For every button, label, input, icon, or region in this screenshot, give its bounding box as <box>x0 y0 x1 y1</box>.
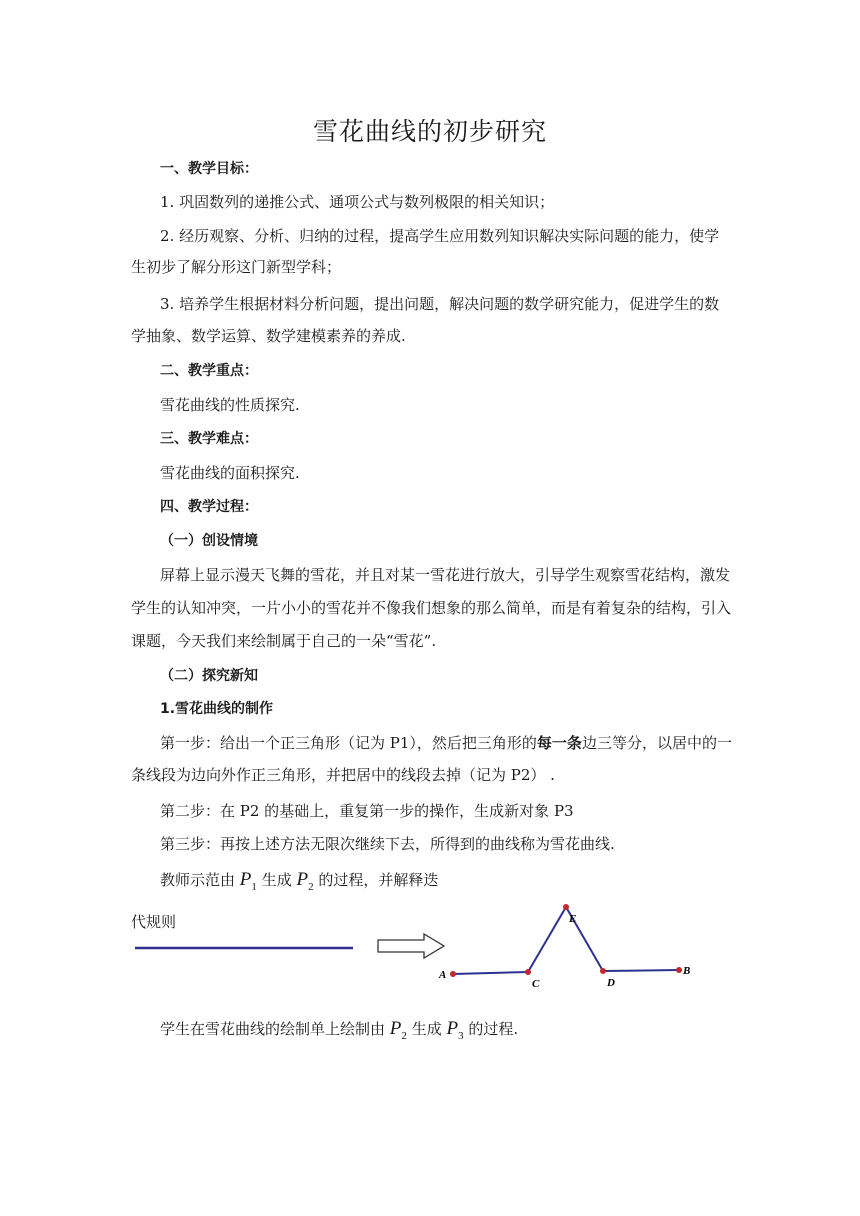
math-p3-subscript: 3 <box>458 1029 464 1042</box>
point-e <box>563 904 569 910</box>
explore-heading: （二）探究新知 <box>160 668 258 684</box>
scenario-heading: （一）创设情境 <box>160 533 258 549</box>
goals-heading: 一、教学目标： <box>160 161 258 177</box>
goal-3-line-1: 3. 培养学生根据材料分析问题，提出问题，解决问题的数学研究能力，促进学生的数 <box>160 295 720 313</box>
math-p3-base: P <box>446 1018 459 1039</box>
making-heading: 1.雪花曲线的制作 <box>160 701 274 717</box>
label-b: B <box>683 965 691 977</box>
step-3: 第三步：再按上述方法无限次继续下去，所得到的曲线称为雪花曲线. <box>160 835 615 853</box>
step-1-line-1 <box>160 733 732 753</box>
student-task-text-a: 学生在雪花曲线的绘制单上绘制由 <box>160 1020 386 1038</box>
scenario-line-1: 屏幕上显示漫天飞舞的雪花，并且对某一雪花进行放大，引导学生观察雪花结构，激发 <box>160 566 731 584</box>
scenario-line-3: 课题，今天我们来绘制属于自己的一朵“雪花”. <box>131 632 437 650</box>
label-e: E <box>569 913 577 925</box>
math-p3 <box>446 1018 464 1042</box>
math-p2 <box>296 869 314 893</box>
teacher-demo-line-2: 代规则 <box>131 913 177 931</box>
math-p1 <box>239 869 257 893</box>
math-p2-b <box>389 1018 407 1042</box>
step-1-text-b: 边三等分，以居中的一 <box>581 734 732 752</box>
scenario-line-2: 学生的认知冲突，一片小小的雪花并不像我们想象的那么简单，而是有着复杂的结构，引入 <box>131 599 732 617</box>
student-task <box>160 1019 518 1046</box>
point-a <box>450 971 456 977</box>
label-a: A <box>439 969 447 981</box>
step-1-text-a: 第一步：给出一个正三角形（记为 P1），然后把三角形的 <box>160 734 537 752</box>
step-1-emphasis: 每一条 <box>536 734 582 752</box>
difficulty-text: 雪花曲线的面积探究. <box>160 464 300 482</box>
label-c: C <box>532 978 540 990</box>
math-p2-subscript: 2 <box>308 880 314 893</box>
math-p1-subscript: 1 <box>251 880 257 893</box>
goal-1: 1. 巩固数列的递推公式、通项公式与数列极限的相关知识； <box>160 193 555 211</box>
koch-segment <box>453 907 679 974</box>
arrow-icon <box>378 934 444 958</box>
goal-2-line-2: 生初步了解分形这门新型学科； <box>131 258 342 276</box>
point-c <box>525 969 531 975</box>
goal-3-line-2: 学抽象、数学运算、数学建模素养的养成. <box>131 327 406 345</box>
teacher-demo-text-b: 生成 <box>261 871 292 889</box>
goal-2-line-1: 2. 经历观察、分析、归纳的过程，提高学生应用数列知识解决实际问题的能力，使学 <box>160 227 720 245</box>
step-1-line-2: 条线段为边向外作正三角形，并把居中的线段去掉（记为 P2） . <box>131 766 555 784</box>
step-2: 第二步：在 P2 的基础上，重复第一步的操作，生成新对象 P3 <box>160 802 574 820</box>
key-points-heading: 二、教学重点： <box>160 363 258 379</box>
math-p1-base: P <box>239 869 252 890</box>
teacher-demo-line-1 <box>160 870 438 897</box>
key-points-text: 雪花曲线的性质探究. <box>160 396 300 414</box>
teacher-demo-text-c: 的过程，并解释迭 <box>318 871 439 889</box>
math-p2-b-base: P <box>389 1018 402 1039</box>
point-b <box>676 967 682 973</box>
process-heading: 四、教学过程： <box>160 499 258 515</box>
math-p2-base: P <box>296 869 309 890</box>
difficulty-heading: 三、教学难点： <box>160 431 258 447</box>
student-task-text-c: 的过程. <box>468 1020 519 1038</box>
label-d: D <box>607 977 615 989</box>
iteration-figure <box>0 895 860 1005</box>
teacher-demo-text-a: 教师示范由 <box>160 871 236 889</box>
math-p2-b-subscript: 2 <box>401 1029 407 1042</box>
point-d <box>600 968 606 974</box>
student-task-text-b: 生成 <box>411 1020 442 1038</box>
page-title: 雪花曲线的初步研究 <box>312 117 547 146</box>
